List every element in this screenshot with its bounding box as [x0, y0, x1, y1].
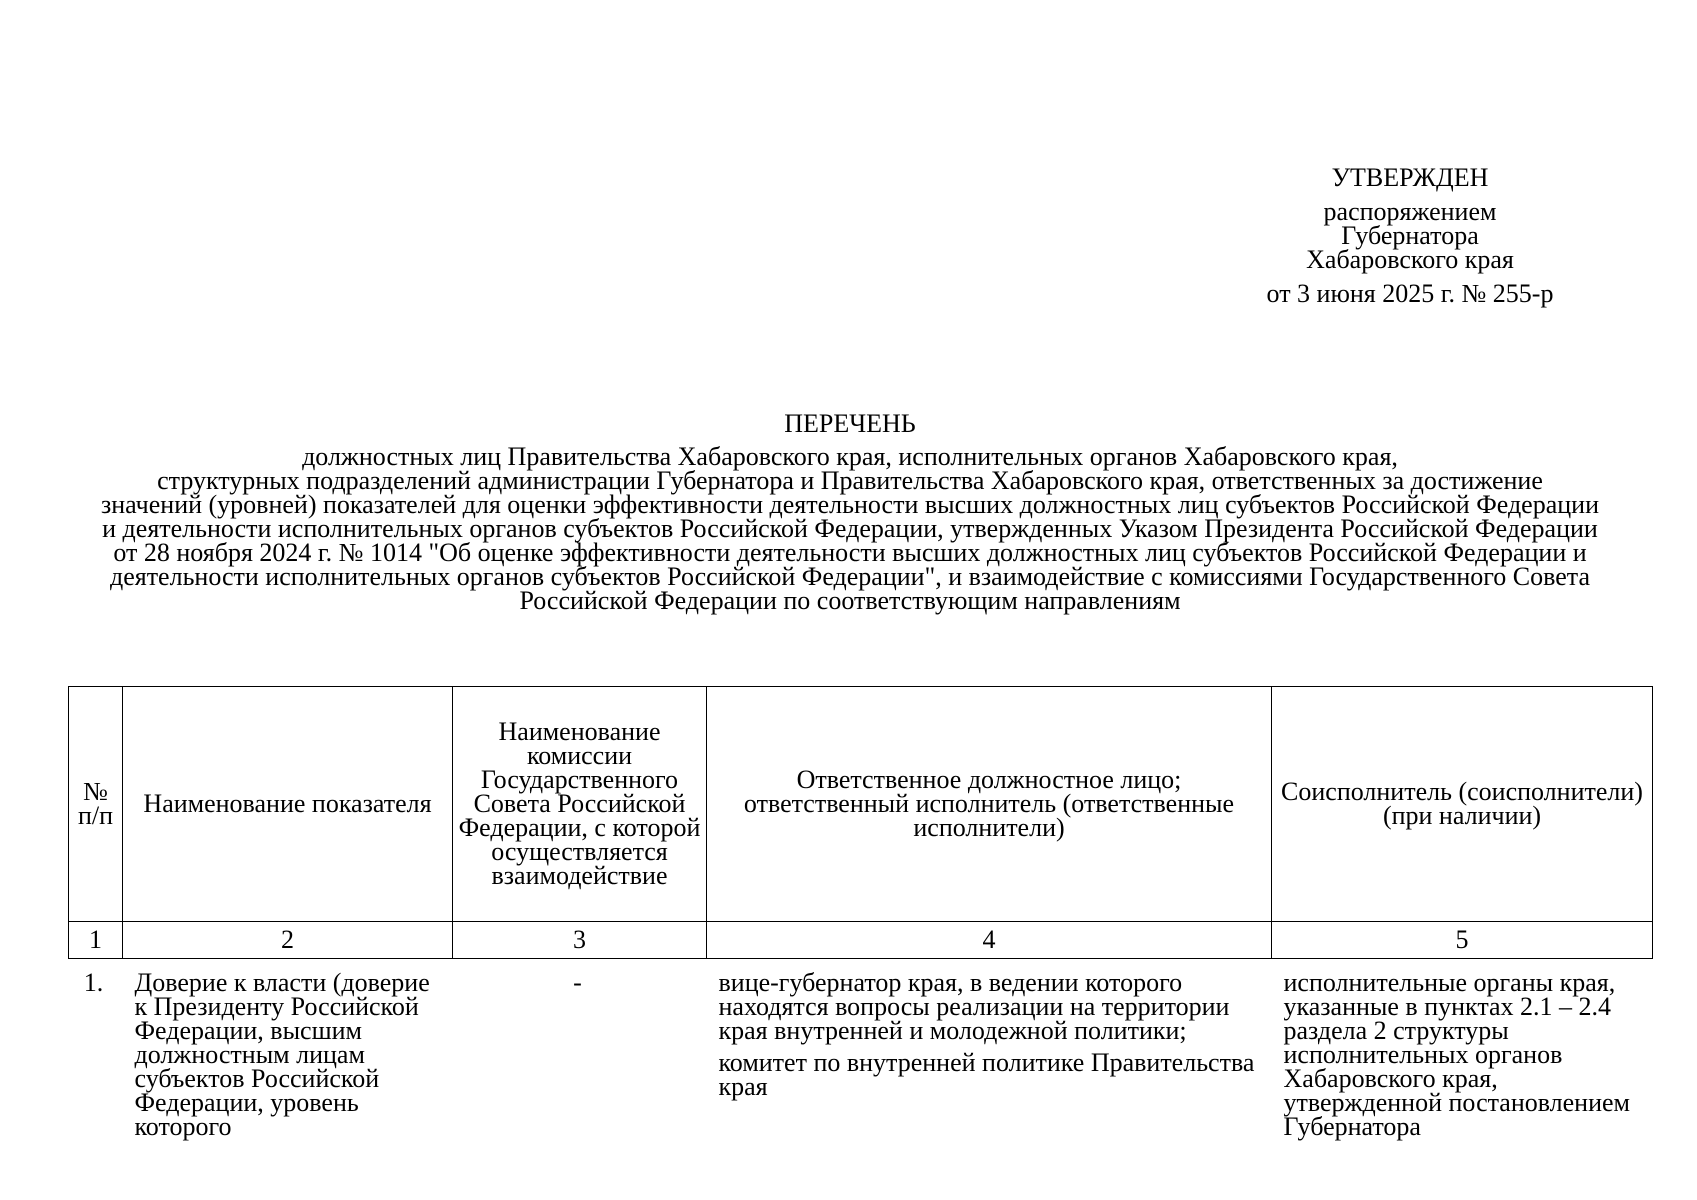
approval-stamp: УТВЕРЖДЕН	[1331, 163, 1489, 192]
column-number: 3	[453, 922, 707, 959]
column-number: 2	[123, 922, 453, 959]
approval-line: распоряжением	[1323, 197, 1497, 226]
heading-line: от 28 ноября 2024 г. № 1014 "Об оценке эффективности деятельности высших должностных лиц субъектов Российской Федерации и	[113, 538, 1587, 567]
header-cell-number: № п/п	[69, 687, 123, 922]
heading-line: Российской Федерации по соответствующим направлениям	[519, 586, 1181, 615]
table-header-row	[69, 687, 1653, 922]
table-row	[69, 959, 1653, 1162]
header-cell-indicator: Наименование показателя	[123, 687, 453, 922]
header-cell-co-executor: Соисполнитель (соисполнители) (при наличии)	[1272, 687, 1653, 922]
heading-line: деятельности исполнительных органов субъектов Российской Федерации", и взаимодействие с комиссиями Государственного Совета	[109, 562, 1591, 591]
indicators-table	[68, 686, 1653, 1161]
approval-line: Хабаровского края	[1306, 245, 1514, 274]
heading-line: и деятельности исполнительных органов субъектов Российской Федерации, утвержденных Указом Президента Российской Федерации	[102, 514, 1598, 543]
approval-date: от 3 июня 2025 г. № 255-р	[1266, 279, 1554, 308]
responsible-paragraph: комитет по внутренней политике Правительства края	[718, 1048, 1255, 1101]
document-title: ПЕРЕЧЕНЬ	[784, 409, 916, 438]
column-number: 1	[69, 922, 123, 959]
heading-line: значений (уровней) показателей для оценки эффективности деятельности высших должностных лиц субъектов Российской Федерации	[100, 490, 1599, 519]
column-number: 5	[1272, 922, 1653, 959]
header-cell-responsible: Ответственное должностное лицо; ответственный исполнитель (ответственные исполнители)	[707, 687, 1272, 922]
row-indicator: Доверие к власти (доверие к Президенту Российской Федерации, высшим должностным лицам субъектов Российской Федерации, уровень которого	[134, 968, 430, 1141]
column-number-row	[69, 922, 1653, 959]
row-commission: -	[573, 968, 582, 997]
header-cell-commission: Наименование комиссии Государственного Совета Российской Федерации, с которой осуществляется взаимодействие	[453, 687, 707, 922]
row-number: 1.	[83, 968, 104, 997]
approval-block	[1220, 163, 1600, 308]
row-co-executor: исполнительные органы края, указанные в пунктах 2.1 – 2.4 раздела 2 структуры исполнительных органов Хабаровского края, утвержденной постановлением Губернатора	[1283, 968, 1631, 1141]
row-responsible	[707, 959, 1272, 1162]
heading-line: должностных лиц Правительства Хабаровского края, исполнительных органов Хабаровского края,	[302, 442, 1398, 471]
responsible-paragraph: вице-губернатор края, в ведении которого находятся вопросы реализации на территории края внутренней и молодежной политики;	[718, 968, 1230, 1045]
approval-line: Губернатора	[1341, 221, 1479, 250]
heading-line: структурных подразделений администрации Губернатора и Правительства Хабаровского края, ответственных за достижение	[157, 466, 1543, 495]
column-number: 4	[707, 922, 1272, 959]
document-heading	[60, 409, 1640, 615]
